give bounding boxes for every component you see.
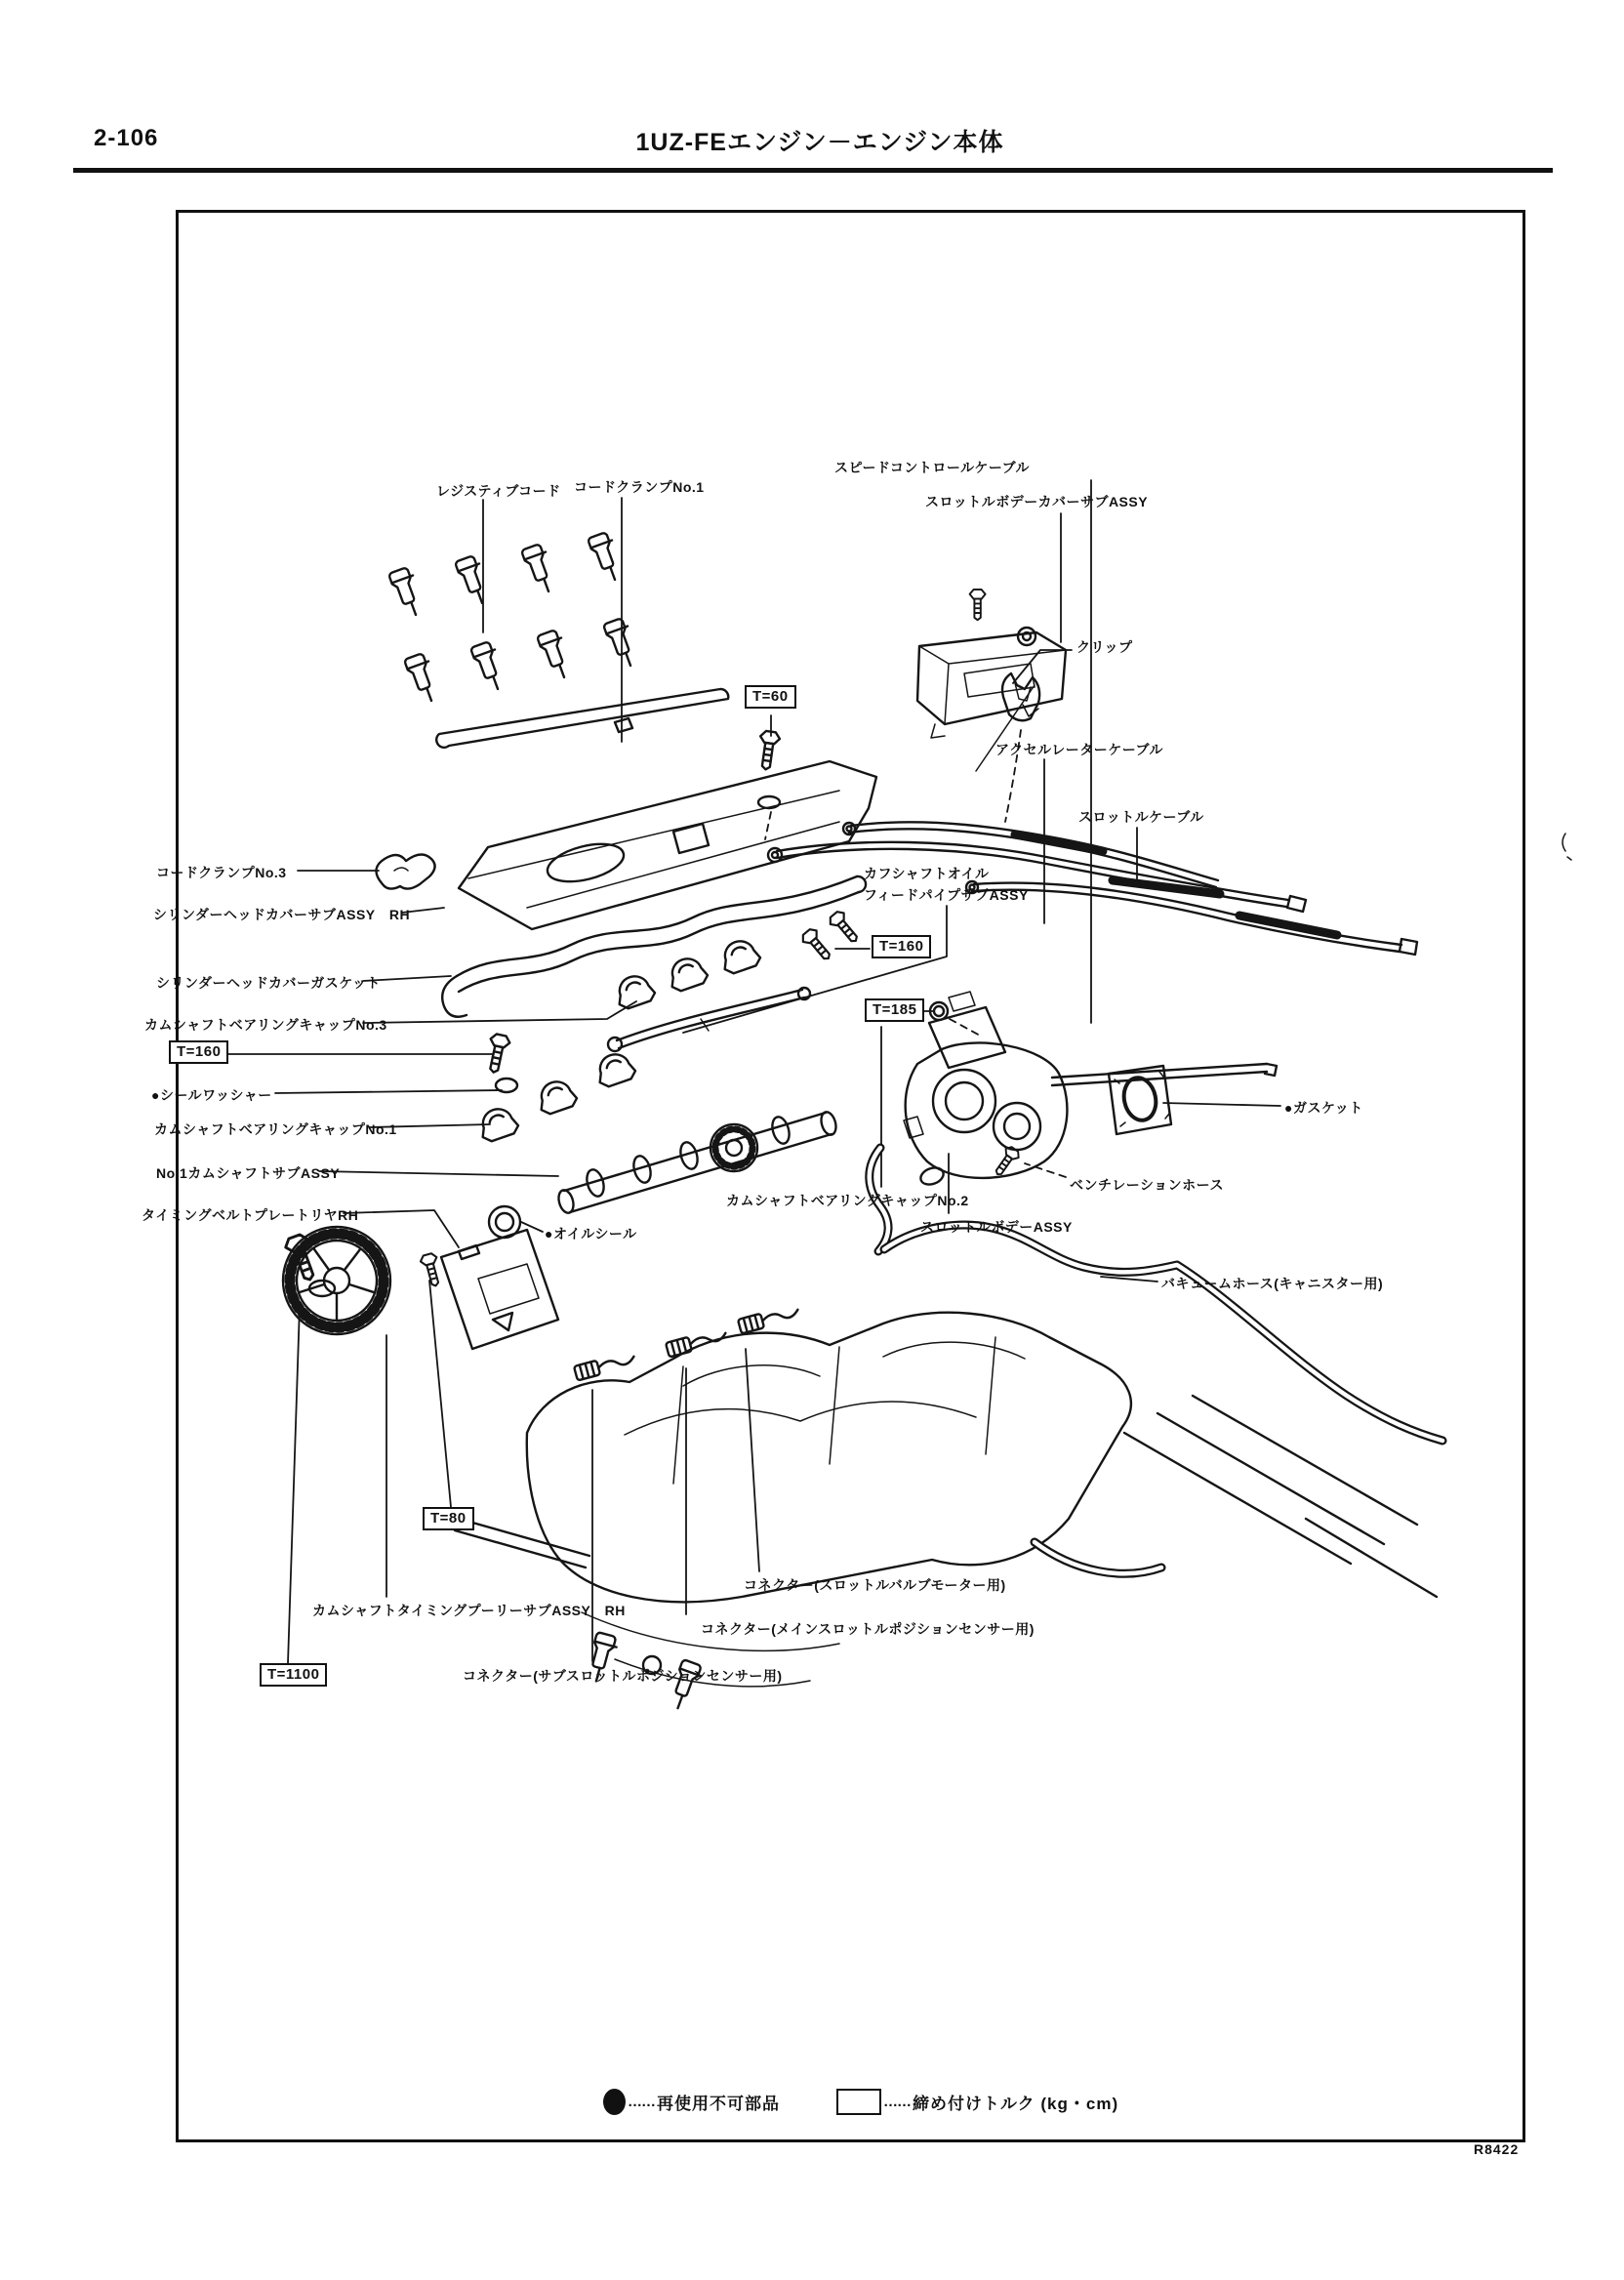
torque-box-t60: T=60 [745,685,796,709]
callout-throttle-body: スロットルボデーASSY [920,1219,1073,1235]
callout-oil-feed-line1: カフシャフトオイル [864,866,990,881]
callout-timing-belt-plate: タイミングベルトプレートリヤRH [142,1207,359,1223]
torque-box-icon [836,2089,881,2115]
vacuum-hose-sketch [884,1225,1442,1441]
callout-connector-sub-tps: コネクター(サブスロットルポジションセンサー用) [463,1668,783,1684]
torque-box-t1100: T=1100 [260,1663,327,1687]
legend-dots: …… [628,2094,655,2110]
callout-oil-feed-pipe [864,863,1029,907]
cord-clamp3-sketch [376,854,434,888]
callout-ventilation-hose: ベンチレーションホース [1070,1177,1224,1193]
callout-head-cover-gasket: シリンダーヘッドカバーガスケット [156,975,382,991]
callout-throttle-body-cover: スロットルボデーカバーサブASSY [925,494,1149,509]
callout-clip: クリップ [1076,639,1133,655]
callout-connector-main-tps: コネクター(メインスロットルポジションセンサー用) [701,1621,1035,1637]
legend-dots: …… [883,2094,911,2110]
timing-pulley-sketch [283,1227,390,1334]
stray-mark [1563,834,1571,860]
callout-vacuum-hose: バキュームホース(キャニスター用) [1161,1276,1384,1291]
callout-accelerator-cable: アクセルレーターケーブル [995,742,1163,757]
callout-seal-washer: ●シールワッシャー [151,1087,272,1103]
callout-timing-pulley: カムシャフトタイミングプーリーサブASSY RH [312,1603,626,1618]
callout-bearing-cap-1: カムシャフトベアリングキャップNo.1 [154,1121,397,1137]
torque-box-t160-left: T=160 [169,1040,228,1064]
spark-plug-wires-sketch [388,531,640,705]
callout-cord-clamp-3: コードクランプNo.3 [156,865,287,880]
callout-connector-valve-motor: コネクター(スロットルバルブモーター用) [744,1577,1006,1593]
legend [603,2089,1118,2115]
legend-nonreusable-label: 再使用不可部品 [657,2095,780,2113]
clip-sketch [1002,673,1039,720]
callout-oil-feed-line2: フィードパイプサブASSY [864,887,1029,904]
callout-oil-seal: ●オイルシール [545,1226,637,1242]
throttle-body-sketch [870,992,1277,1251]
page-number: 2-106 [94,125,159,151]
torque-box-t185: T=185 [865,998,924,1022]
cover-box-sketch [917,632,1066,738]
page-title: 1UZ-FEエンジン－エンジン本体 [635,129,1004,156]
figure-ref-code: R8422 [1474,2141,1520,2157]
callout-speed-control-cable: スピードコントロールケーブル [834,460,1031,475]
callout-cord-clamp-1: コードクランプNo.1 [574,479,705,495]
gasket-plate-sketch [1109,1066,1171,1134]
wire-tube-sketch [436,689,728,748]
legend-torque-label: 締め付けトルク (kg・cm) [913,2095,1119,2113]
callout-head-cover: シリンダーヘッドカバーサブASSY RH [153,907,411,922]
torque-box-t80: T=80 [423,1507,474,1530]
callout-camshaft-sub: No.1カムシャフトサブASSY [156,1165,341,1181]
intake-manifold-sketch [455,1313,1437,1712]
nonreusable-dot-icon [603,2089,626,2115]
callout-resistive-cord: レジスティブコード [436,483,561,499]
oil-feed-pipe-sketch [608,988,810,1051]
callout-gasket: ●ガスケット [1284,1100,1363,1116]
callout-throttle-cable: スロットルケーブル [1078,809,1204,825]
torque-box-t160-right: T=160 [872,935,931,958]
callout-bearing-cap-3: カムシャフトベアリングキャップNo.3 [144,1017,387,1033]
callout-bearing-cap-2: カムシャフトベアリングキャップNo.2 [726,1193,969,1208]
